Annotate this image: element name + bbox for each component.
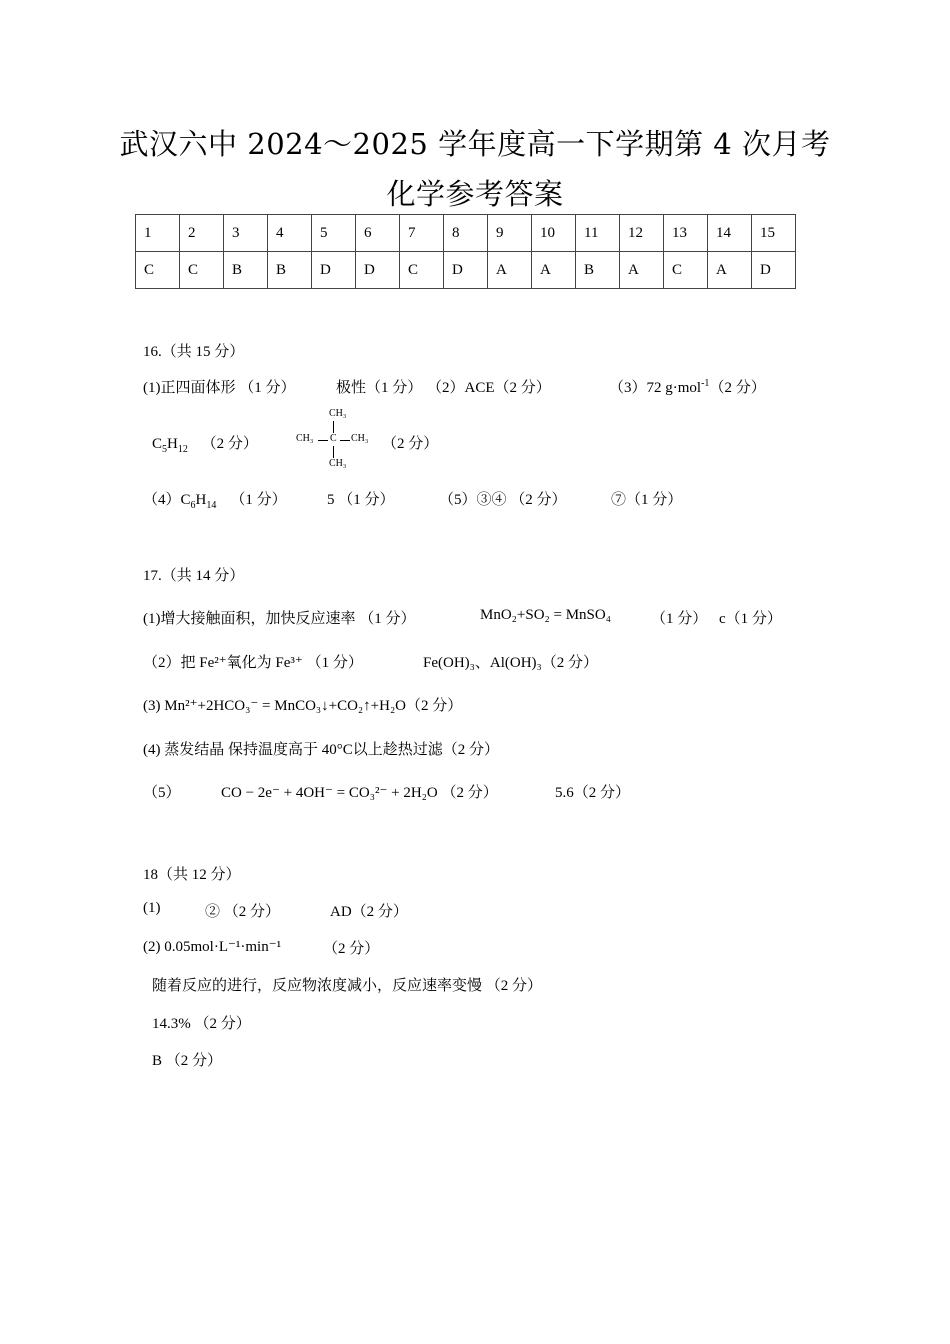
q16-part3-score: （2 分）	[709, 380, 766, 396]
answer-table-number-cell: 7	[400, 215, 444, 252]
answer-table-answer-cell: B	[268, 252, 312, 289]
struct-bond-right	[340, 440, 350, 441]
q16-part4-sub14: 14	[206, 500, 217, 511]
answer-table-number-cell: 11	[576, 215, 620, 252]
answer-table-answer-cell: C	[664, 252, 708, 289]
answer-table-number-cell: 15	[752, 215, 796, 252]
q17-part2-precipitates: Fe(OH)₃、Al(OH)₃（2 分）	[423, 655, 599, 671]
q16-line2-formula	[152, 432, 258, 455]
answer-table-answer-cell: D	[356, 252, 400, 289]
q16-struct-score: （2 分）	[382, 436, 439, 452]
formula-sub-5: 5	[162, 444, 168, 455]
answer-table-number-cell: 9	[488, 215, 532, 252]
q16-part4-pre: （4）C	[143, 492, 191, 508]
q18-reason: 随着反应的进行，反应物浓度减小，反应速率变慢 （2 分）	[152, 978, 543, 994]
answer-table-answer-cell: D	[444, 252, 488, 289]
answer-table-answer-cell: C	[136, 252, 180, 289]
answer-table-number-row	[136, 215, 796, 252]
answer-table-answer-cell: A	[708, 252, 752, 289]
q17-part5-label: （5）	[143, 785, 181, 801]
answer-table-number-cell: 12	[620, 215, 664, 252]
answer-table-number-cell: 13	[664, 215, 708, 252]
formula-c: C	[152, 436, 163, 452]
struct-bond-top	[333, 421, 334, 433]
q16-part4	[143, 488, 287, 511]
neopentane-structure	[296, 408, 378, 472]
answer-table-answer-cell: A	[488, 252, 532, 289]
q16-part2: （2）ACE（2 分）	[427, 380, 551, 396]
q18-part2-rate: (2) 0.05mol·L⁻¹·min⁻¹	[143, 939, 282, 955]
answer-table-answer-cell: C	[400, 252, 444, 289]
q17-line1	[143, 607, 843, 627]
answer-table-number-cell: 14	[708, 215, 752, 252]
q16-part1: (1)正四面体形 （1 分）	[143, 380, 296, 396]
q16-part4-sub6: 6	[190, 500, 196, 511]
q16-part3-value: （3）72 g·mol	[609, 380, 702, 396]
q17-line5	[143, 781, 843, 801]
q16-isomer-count: 5 （1 分）	[327, 492, 395, 508]
struct-bottom-ch3: CH₃	[329, 458, 347, 469]
answer-table-number-cell: 3	[224, 215, 268, 252]
q17-line2	[143, 651, 843, 671]
formula-h: H	[167, 436, 178, 452]
answer-table-number-cell: 4	[268, 215, 312, 252]
q17-part1-c: c（1 分）	[719, 611, 782, 627]
q17-part1-equation: MnO₂+SO₂ = MnSO₄	[480, 607, 611, 623]
q18-percent: 14.3% （2 分）	[152, 1016, 251, 1032]
answer-table-answer-cell: D	[752, 252, 796, 289]
struct-left-ch3: CH₃	[296, 433, 314, 444]
q18-part1-label: (1)	[143, 900, 161, 916]
q18-part1-ad: AD（2 分）	[330, 904, 408, 920]
q17-part1: (1)增大接触面积，加快反应速率 （1 分）	[143, 611, 416, 627]
q18-choice: B （2 分）	[152, 1053, 223, 1069]
q18-line2	[143, 937, 843, 957]
document-title: 武汉六中 2024～2025 学年度高一下学期第 4 次月考	[119, 127, 831, 161]
answer-table-answer-cell: B	[576, 252, 620, 289]
q17-part2: （2）把 Fe²⁺氧化为 Fe³⁺ （1 分）	[143, 655, 363, 671]
q18-part1-answer: ② （2 分）	[205, 904, 281, 920]
answer-table-answer-cell: D	[312, 252, 356, 289]
q16-line1	[143, 376, 843, 396]
answer-table-number-cell: 5	[312, 215, 356, 252]
q16-line3	[143, 488, 843, 511]
q16-part3-unit-exp: -1	[701, 378, 710, 389]
answer-table-number-cell: 8	[444, 215, 488, 252]
q17-part4: (4) 蒸发结晶 保持温度高于 40°C以上趁热过滤（2 分）	[143, 742, 499, 758]
answer-table-number-cell: 2	[180, 215, 224, 252]
answer-table-answer-cell: B	[224, 252, 268, 289]
answer-table-number-cell: 6	[356, 215, 400, 252]
q16-part1-polarity: 极性（1 分）	[336, 380, 423, 396]
q17-part3: (3) Mn²⁺+2HCO₃⁻ = MnCO₃↓+CO₂↑+H₂O（2 分）	[143, 698, 463, 714]
q16-part5: （5）③④ （2 分）	[439, 492, 567, 508]
struct-top-ch3: CH₃	[329, 408, 347, 419]
q16-line2-score: （2 分）	[201, 436, 258, 452]
formula-sub-12: 12	[177, 444, 188, 455]
document-subtitle: 化学参考答案	[386, 177, 564, 211]
answer-table-number-cell: 1	[136, 215, 180, 252]
q18-header: 18（共 12 分）	[143, 867, 241, 883]
answer-table-answer-cell: A	[620, 252, 664, 289]
answer-table	[135, 214, 796, 289]
q16-part3	[609, 376, 766, 397]
q16-part4-h: H	[195, 492, 207, 508]
struct-center-c: C	[330, 433, 337, 444]
struct-bond-left	[318, 440, 328, 441]
q18-line1	[143, 900, 843, 920]
q17-part1-eq-score: （1 分）	[651, 611, 708, 627]
q17-header: 17.（共 14 分）	[143, 568, 245, 584]
q16-part5-b: ⑦（1 分）	[611, 492, 683, 508]
q17-part5-value: 5.6（2 分）	[555, 785, 631, 801]
answer-table-answer-cell: A	[532, 252, 576, 289]
q17-part5-equation: CO − 2e⁻ + 4OH⁻ = CO₃²⁻ + 2H₂O （2 分）	[221, 785, 498, 801]
answer-table-answer-cell: C	[180, 252, 224, 289]
q18-part2-score: （2 分）	[323, 941, 380, 957]
struct-right-ch3: CH₃	[351, 433, 369, 444]
q16-header: 16.（共 15 分）	[143, 344, 245, 360]
answer-table-number-cell: 10	[532, 215, 576, 252]
q16-part4-score: （1 分）	[230, 492, 287, 508]
struct-bond-bottom	[333, 446, 334, 458]
answer-table-answer-row	[136, 252, 796, 289]
